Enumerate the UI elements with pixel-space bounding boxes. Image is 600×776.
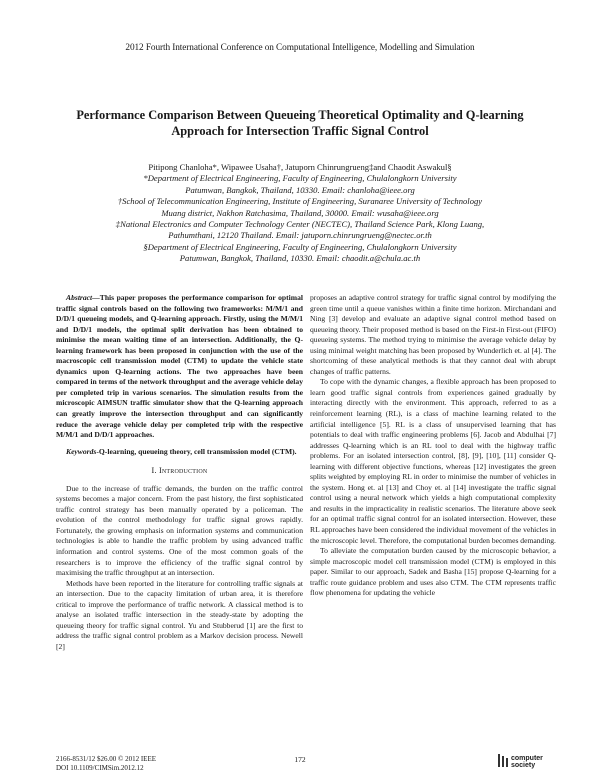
abstract-label: Abstract [66, 293, 93, 302]
body-paragraph: Due to the increase of traffic demands, the burden on the traffic control systems becomes a major concern. From the past history, the first sophisticated traffic control strategy has been manually operated by a policeman. The evolution of the control methodology for traffic signal grows rapidly. Fortunately, the growing emphasis on information systems and communication technologies is able to handle the traffic problem by using advanced traffic information and control systems. One of the most common goals of the researchers is to improve the efficiency of the traffic signal control by maximising the traffic throughput at an intersection. [56, 483, 303, 578]
affiliation-line: Muang district, Nakhon Ratchasima, Thailand, 30000. Email: wusaha@ieee.org [161, 207, 439, 218]
right-column [310, 293, 556, 599]
section-heading: I. Introduction [151, 466, 208, 476]
conference-header: 2012 Fourth International Conference on Computational Intelligence, Modelling and Simulation [125, 43, 475, 53]
footer-issn: 2166-8531/12 $26.00 © 2012 IEEE [56, 755, 157, 763]
affiliation-line: †School of Telecommunication Engineering, Institute of Engineering, Suranaree University of Technology [117, 196, 483, 207]
body-paragraph: To alleviate the computation burden caused by the microscopic behavior, a simple macroscopic model cell transmission model (CTM) is employed in this paper. Similar to our approach, Sadek and Basha [15] propose Q-learning for a traffic route guidance problem and uses also CTM. The CTM represents traffic flow phenomena for updating the vehicle [310, 546, 556, 598]
logo-line-1: computer [511, 755, 543, 762]
body-paragraph: proposes an adaptive control strategy for traffic signal control by modifying the green time until a queue vanishes within a finite time horizon. Mirchandani and Ning [3] develop and evaluate an adaptive signal control method based on queueing theory. Their proposed method is based on the First-in First-out (FIFO) queueing systems. The method trying to minimise the average vehicle delay by using minimal weight matching has been proposed by Wunderlich et. al [4]. The shortcoming of these analytical methods is that they cannot deal with abrupt changes of traffic patterns. [310, 293, 556, 376]
body-paragraph: To cope with the dynamic changes, a flexible approach has been proposed to learn good traffic signal controls from experiences gained gradually by interacting directly with the environment. This approach, referred to as a reinforcement learning (RL), is a class of machine learning related to the artificial intelligence [5]. RL is a class of unsupervised learning that has potentials to deal with traffic engineering problems [6]. Jacob and Abdulhai [7] addresses Q-learning which is an RL tool to deal with the highway traffic problems. For an isolated intersection control, [8], [9], [10], [11] consider Q-learning with different objective functions, whereas [12] investigates the green splits weighted by employing RL in order to minimise the number of vehicles in the system. Hong et. al [13] and Choy et. al [14] investigate the traffic signal control using a neural network which yields a high computational complexity and results in the impracticality in realistic scenarios. The literature above seek for an optimal traffic signal control for an isolated intersection. However, these RL approaches have been considered the individual movement of the vehicles in the microscopic level. Therefore, the computational burden becomes demanding. [310, 377, 556, 545]
keywords [56, 447, 303, 458]
affiliation-line: §Department of Electrical Engineering, Faculty of Engineering, Chulalongkorn University [143, 241, 457, 252]
author-names: Pitipong Chanloha*, Wipawee Usaha†, Jatuporn Chinrungrueng‡and Chaodit Aswakul§ [148, 162, 452, 172]
abstract [56, 293, 303, 441]
footer-doi: DOI 10.1109/CIMSim.2012.12 [56, 764, 144, 772]
computer-society-logo [497, 751, 549, 773]
keywords-text: -Q-learning, queueing theory, cell transmission model (CTM). [96, 446, 297, 456]
abstract-text: —This paper proposes the performance comparison for optimal traffic signal controls based on the following two frameworks: M/M/1 and D/D/1 queueing models, and Q-learning approach. Firstly, using the M/M/1 and D/D/1 models, the optimal split derivation has been obtained to minimise the mean waiting time of an intersection. Additionally, the Q-learning framework has been proposed in conjunction with the use of the macroscopic cell transmission model (CTM) to update the vehicle state dynamics upon Q-learning actions. The two approaches have been compared in terms of the network throughput and the average vehicle delay per completed trip in various scenarios. The simulation results from the microscopic AIMSUN traffic simulator show that the Q-learning approach can greatly improve the intersection throughput and can significantly reduce the average vehicle delay per completed trip with the respective M/M/1 and D/D/1 approaches. [56, 293, 303, 440]
author-block [80, 162, 520, 265]
paper-title-line-2: Approach for Intersection Traffic Signal Control [171, 124, 429, 138]
logo-line-2: society [511, 762, 536, 769]
page-number: 172 [294, 755, 306, 764]
left-column [56, 293, 303, 653]
body-paragraph: Methods have been reported in the literature for controlling traffic signals at an intersection. Due to the capacity limitation of urban area, it is therefore critical to improve the performance of traffic network. A classical method is to analyse an isolated traffic intersection in the steady-state by adopting the queueing theory for traffic signal control. Yu and Stubberud [1] are the first to address the traffic signal control problem as a Markov decision process. Newell [2] [56, 578, 303, 651]
affiliation-line: Pathumthani, 12120 Thailand. Email: jatuporn.chinrungrueng@nectec.or.th [168, 230, 432, 241]
affiliation-line: Patumwan, Bangkok, Thailand, 10330. Email: chanloha@ieee.org [185, 184, 415, 195]
paper-title [60, 107, 540, 139]
logo-text [511, 755, 543, 769]
affiliation-line: *Department of Electrical Engineering, Faculty of Engineering, Chulalongkorn University [143, 173, 457, 184]
keywords-label: Keywords [66, 446, 97, 456]
paper-title-line-1: Performance Comparison Between Queueing Theoretical Optimality and Q-learning [76, 108, 524, 122]
affiliation-line: ‡National Electronics and Computer Technology Center (NECTEC), Thailand Science Park, Klong Luang, [115, 219, 485, 230]
affiliation-line: Patumwan, Bangkok, Thailand, 10330. Email: chaodit.a@chula.ac.th [179, 253, 421, 264]
computer-society-icon [497, 753, 509, 768]
